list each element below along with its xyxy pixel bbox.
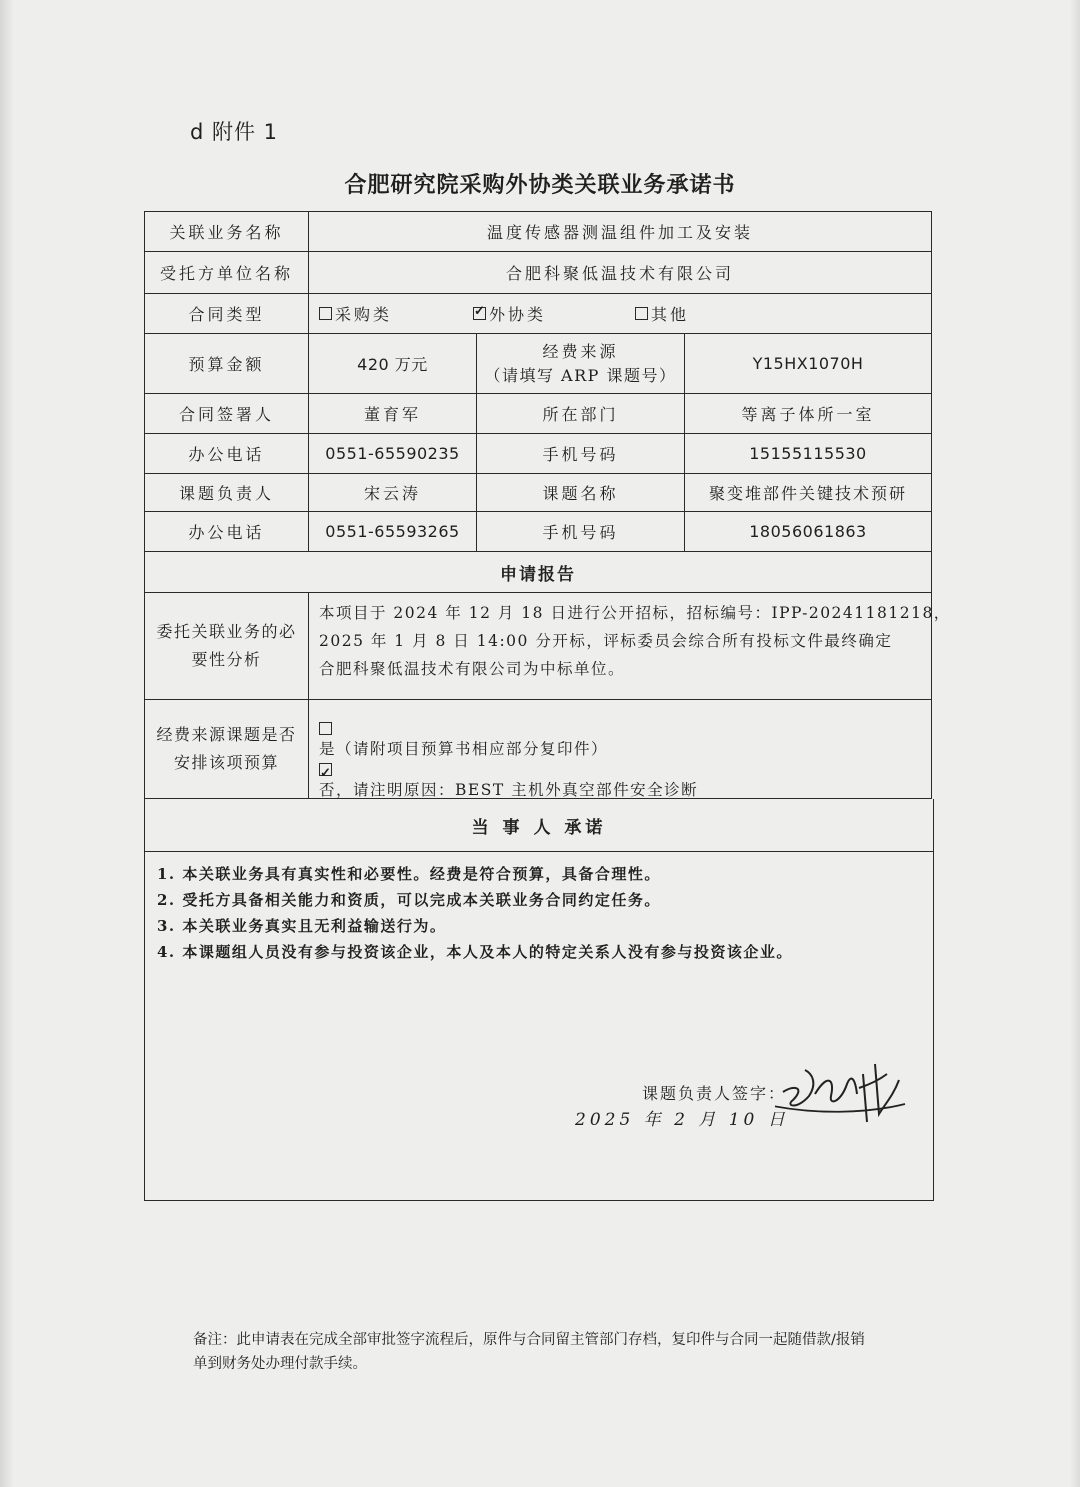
project-name-value: 聚变堆部件关键技术预研: [708, 484, 907, 503]
arrangement-no-label: 否，请注明原因：BEST 主机外真空部件安全诊断: [319, 781, 699, 799]
option-purchase-label: 采购类: [335, 305, 393, 324]
mobile-label-2: 手机号码: [477, 512, 685, 551]
signature-date: 2025 年 2 月 10 日: [575, 1110, 789, 1130]
office-phone-value-2: 0551-65593265: [309, 512, 477, 551]
fund-source-label-line2: （请填写 ARP 课题号）: [484, 365, 677, 385]
option-outsource-label: 外协类: [489, 305, 547, 324]
office-phone-label-2: 办公电话: [145, 512, 309, 551]
info-table: [144, 211, 951, 799]
option-outsource[interactable]: [473, 302, 546, 325]
row-budget: [145, 334, 931, 394]
row-office-phone-1: [145, 434, 931, 474]
entrusted-label: 受托方单位名称: [145, 252, 309, 293]
checkbox-other[interactable]: [635, 307, 648, 320]
pledge-item: 3. 本关联业务真实且无利益输送行为。: [157, 917, 447, 935]
office-phone-value-1: 0551-65590235: [309, 434, 477, 473]
report-heading: 申请报告: [500, 564, 576, 585]
handwritten-signature: [775, 1044, 925, 1134]
pledge-box: [144, 799, 934, 1201]
mobile-value-2: 18056061863: [749, 522, 867, 541]
signer-value: 董育军: [309, 394, 477, 433]
necessity-label: [145, 593, 309, 699]
scan-edge-left: [0, 0, 14, 1487]
pledge-item: 4. 本课题组人员没有参与投资该企业，本人及本人的特定关系人没有参与投资该企业。: [157, 943, 793, 961]
pledge-item: 2. 受托方具备相关能力和资质，可以完成本关联业务合同约定任务。: [157, 891, 661, 909]
office-phone-label-1: 办公电话: [145, 434, 309, 473]
pledge-list: [157, 861, 793, 965]
row-contract-type: [145, 294, 931, 334]
checkbox-purchase[interactable]: [319, 307, 332, 320]
option-other-label: 其他: [651, 305, 690, 324]
row-arrangement: [145, 700, 931, 798]
necessity-line-1: 本项目于 2024 年 12 月 18 日进行公开招标，招标编号：IPP-20241181218，: [319, 604, 951, 622]
arrangement-label: [145, 700, 309, 798]
document-title: 合肥研究院采购外协类关联业务承诺书: [344, 173, 736, 198]
signer-label: 合同签署人: [145, 394, 309, 433]
budget-label: 预算金额: [145, 334, 309, 393]
checkbox-yes[interactable]: [319, 722, 332, 735]
attachment-label: d 附件 1: [190, 120, 279, 144]
option-other[interactable]: [635, 302, 689, 325]
project-leader-value: 宋云涛: [309, 474, 477, 511]
project-name-label: 课题名称: [477, 474, 685, 511]
row-necessity: [145, 593, 951, 700]
necessity-line-2: 2025 年 1 月 8 日 14:00 分开标，评标委员会综合所有投标文件最终确定: [319, 632, 893, 650]
footnote-line-2: 单到财务处办理付款手续。: [193, 1356, 367, 1372]
business-name-value: 温度传感器测温组件加工及安装: [486, 223, 753, 242]
department-value: 等离子体所一室: [741, 405, 875, 424]
mobile-label-1: 手机号码: [477, 434, 685, 473]
fund-source-value: Y15HX1070H: [752, 354, 864, 373]
footnote: [193, 1328, 953, 1376]
contract-type-options: [309, 294, 931, 333]
row-report-heading: [145, 552, 931, 593]
necessity-text: [309, 593, 951, 699]
necessity-label-line2: 要性分析: [191, 650, 262, 669]
budget-value: 420 万元: [309, 334, 477, 393]
arrangement-yes[interactable]: [319, 722, 923, 763]
fund-source-label-line1: 经费来源: [542, 341, 619, 361]
row-entrusted: [145, 252, 931, 294]
row-signer: [145, 394, 931, 434]
option-purchase[interactable]: [319, 302, 392, 325]
arrangement-options: [309, 700, 931, 798]
arrangement-yes-label: 是（请附项目预算书相应部分复印件）: [319, 740, 609, 758]
row-project-leader: [145, 474, 931, 512]
pledge-heading: 当 事 人 承诺: [145, 799, 933, 852]
arrangement-label-line2: 安排该项预算: [173, 753, 279, 772]
department-label: 所在部门: [477, 394, 685, 433]
mobile-value-1: 15155115530: [749, 444, 867, 463]
pledge-item: 1. 本关联业务具有真实性和必要性。经费是符合预算，具备合理性。: [157, 865, 661, 883]
entrusted-value: 合肥科聚低温技术有限公司: [505, 264, 734, 283]
necessity-line-3: 合肥科聚低温技术有限公司为中标单位。: [319, 660, 626, 678]
fund-source-label: [477, 334, 685, 393]
checkbox-no[interactable]: [319, 763, 332, 776]
business-name-label: 关联业务名称: [145, 212, 309, 251]
project-leader-label: 课题负责人: [145, 474, 309, 511]
footnote-line-1: 备注：此申请表在完成全部审批签字流程后，原件与合同留主管部门存档，复印件与合同一起随借款/报销: [193, 1332, 865, 1348]
row-business-name: [145, 212, 931, 252]
contract-type-label: 合同类型: [145, 294, 309, 333]
arrangement-label-line1: 经费来源课题是否: [156, 725, 297, 744]
checkbox-outsource[interactable]: [473, 307, 486, 320]
arrangement-no[interactable]: [319, 763, 923, 804]
necessity-label-line1: 委托关联业务的必: [156, 622, 297, 641]
scan-edge-right: [1070, 0, 1080, 1487]
row-office-phone-2: [145, 512, 931, 552]
signature-label: 课题负责人签字：: [642, 1084, 787, 1103]
